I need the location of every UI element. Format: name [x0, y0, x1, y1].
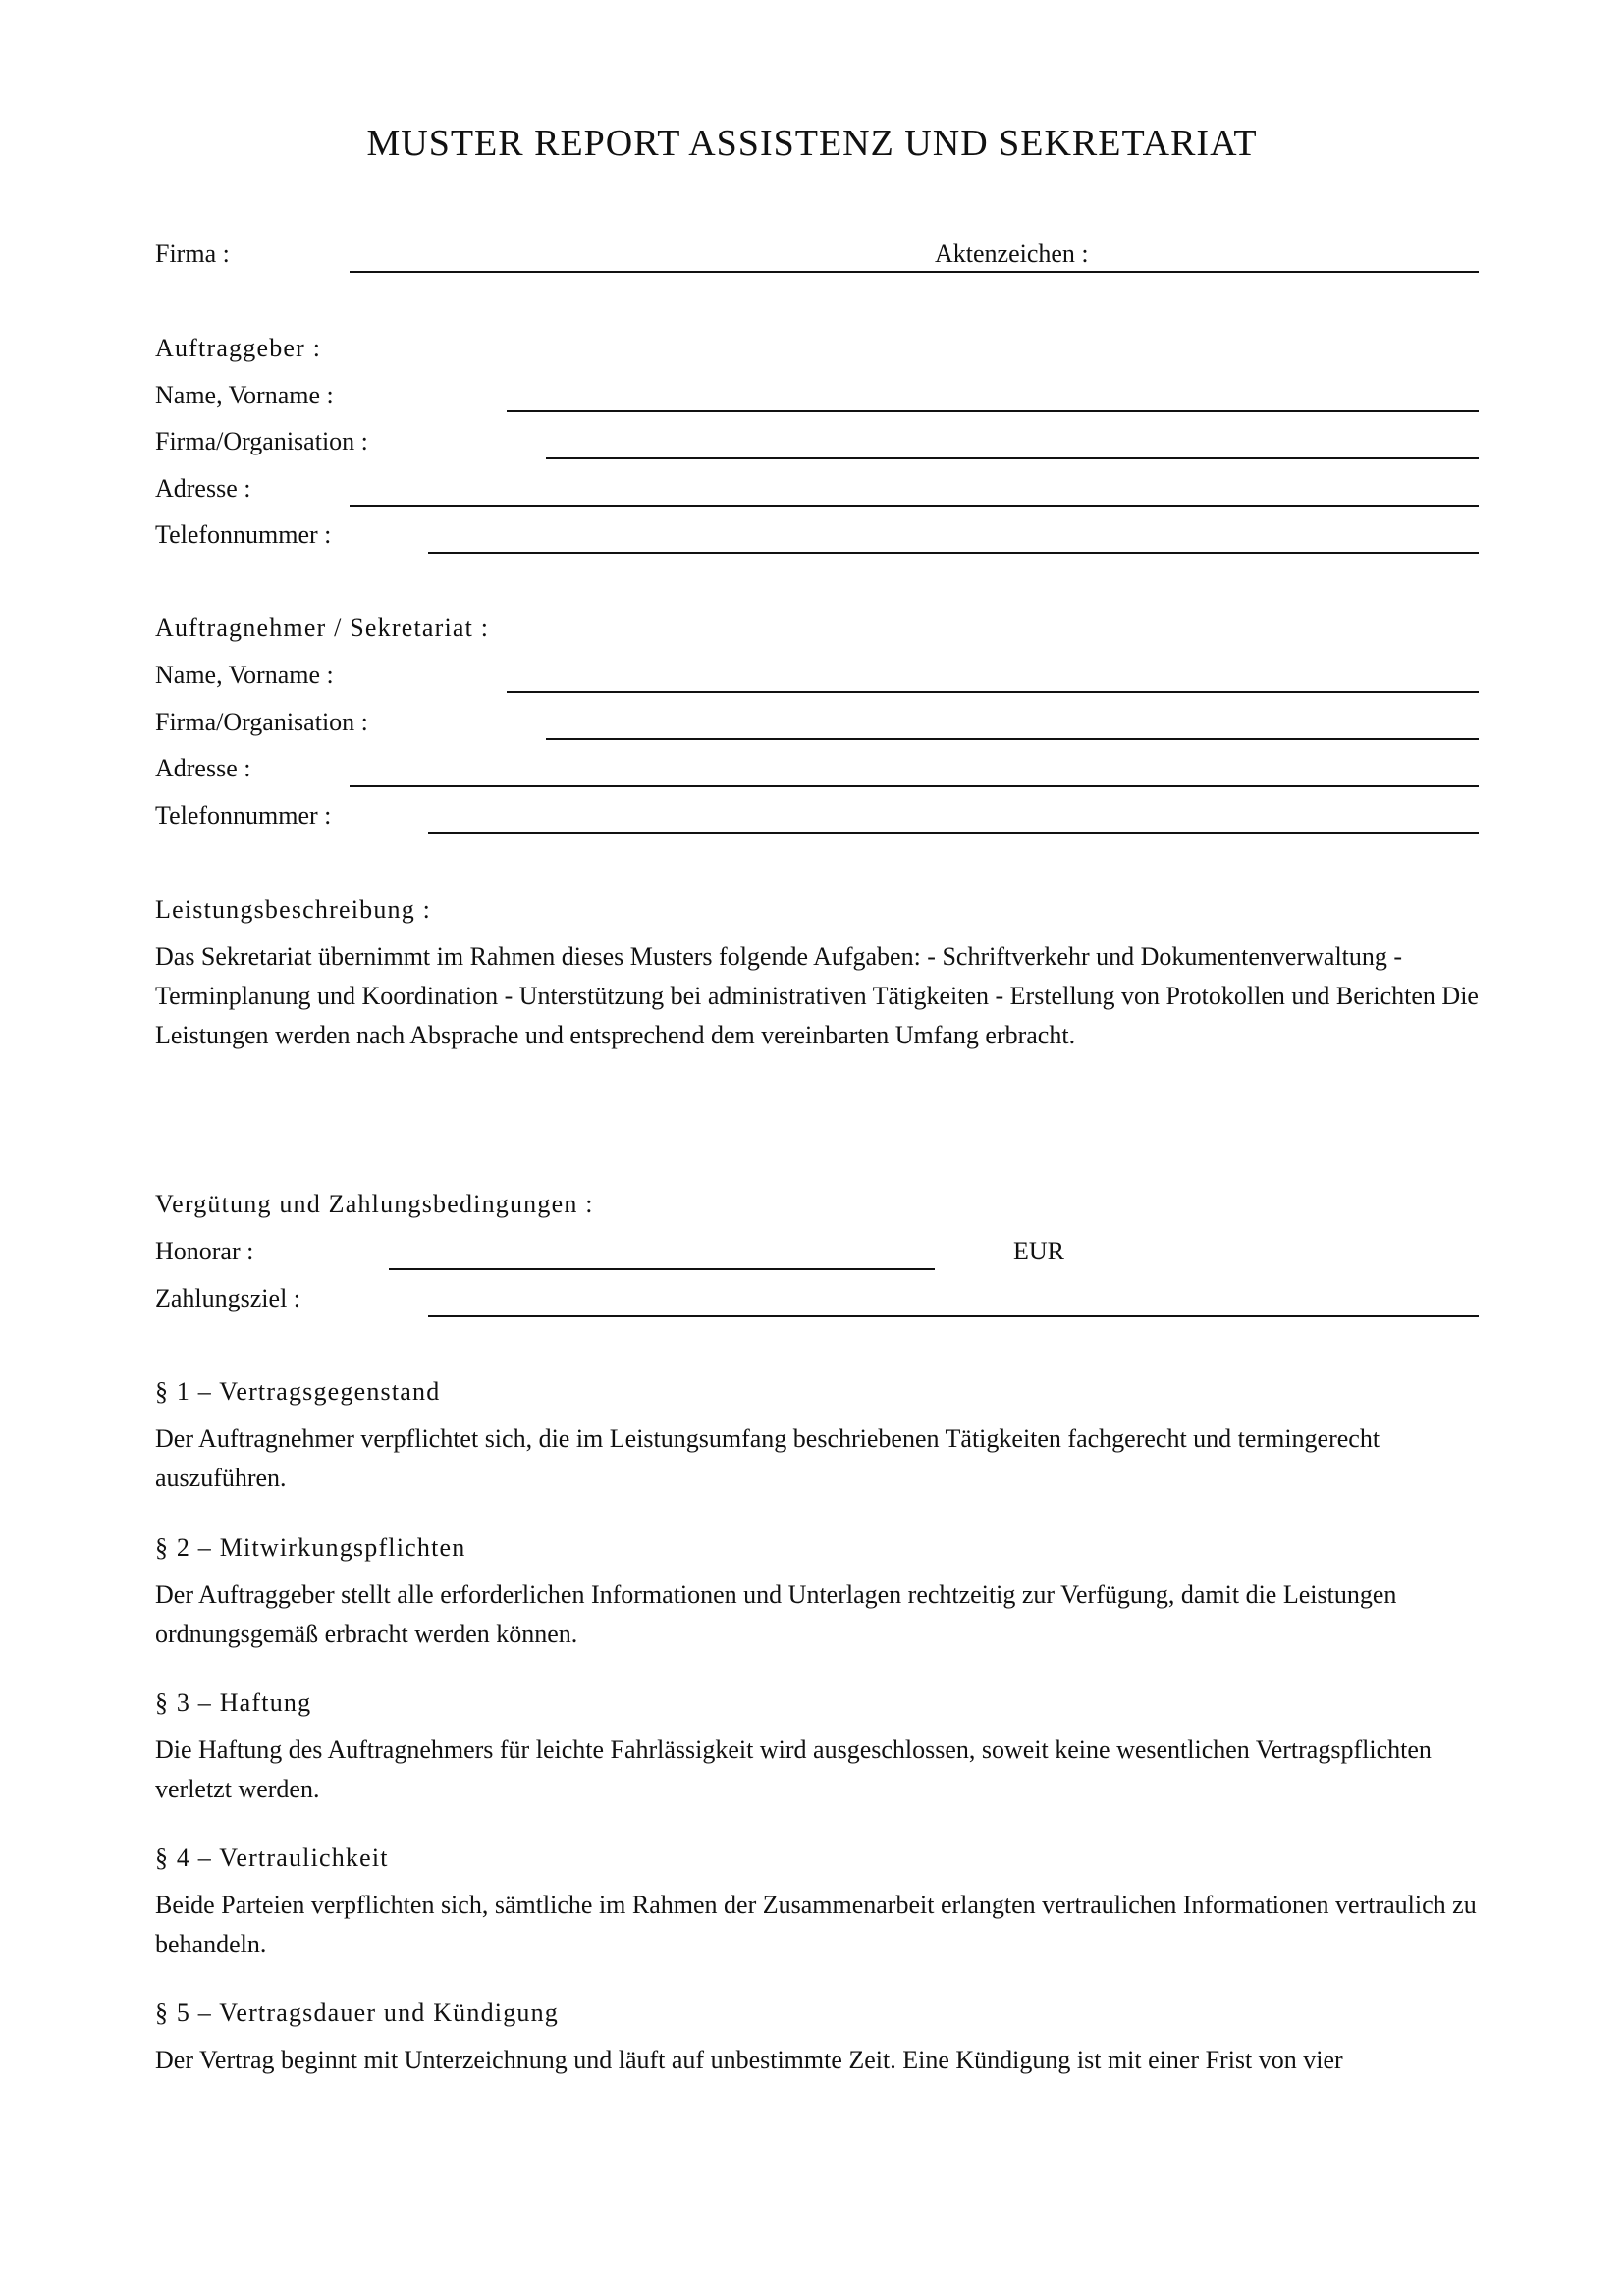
leistung-heading: Leistungsbeschreibung :: [155, 895, 432, 924]
auftraggeber-name-field[interactable]: [507, 410, 1479, 412]
zahlungsziel-field[interactable]: [428, 1315, 1479, 1317]
honorar-label: Honorar :: [155, 1237, 254, 1265]
auftragnehmer-phone-label: Telefonnummer :: [155, 801, 332, 829]
aktenzeichen-label: Aktenzeichen :: [935, 240, 1089, 268]
auftraggeber-heading: Auftraggeber :: [155, 334, 322, 362]
section-heading: § 5 – Vertragsdauer und Kündigung: [155, 1999, 560, 2027]
currency-label: EUR: [1013, 1237, 1064, 1265]
auftraggeber-phone-field[interactable]: [428, 552, 1479, 554]
auftraggeber-name-label: Name, Vorname :: [155, 381, 334, 409]
verguetung-heading: Vergütung und Zahlungsbedingungen :: [155, 1190, 594, 1218]
auftragnehmer-heading: Auftragnehmer / Sekretariat :: [155, 614, 490, 642]
firma-field-line[interactable]: [350, 271, 1479, 273]
document-title: MUSTER REPORT ASSISTENZ UND SEKRETARIAT: [366, 123, 1258, 164]
section-heading: § 1 – Vertragsgegenstand: [155, 1377, 441, 1406]
auftragnehmer-address-field[interactable]: [350, 785, 1479, 787]
section-heading: § 2 – Mitwirkungspflichten: [155, 1533, 466, 1562]
auftraggeber-address-label: Adresse :: [155, 474, 251, 503]
zahlungsziel-label: Zahlungsziel :: [155, 1284, 301, 1312]
auftragnehmer-address-label: Adresse :: [155, 754, 251, 782]
auftraggeber-phone-label: Telefonnummer :: [155, 520, 332, 549]
section-text: Die Haftung des Auftragnehmers für leichte Fahrlässigkeit wird ausgeschlossen, soweit keine wesentlichen Vertragspflichten verletzt werden.: [155, 1735, 1432, 1803]
auftragnehmer-name-field[interactable]: [507, 691, 1479, 693]
section-text: Beide Parteien verpflichten sich, sämtliche im Rahmen der Zusammenarbeit erlangten vertraulichen Informationen vertraulich zu behandeln.: [155, 1891, 1477, 1958]
firma-label: Firma :: [155, 240, 230, 268]
section-text: Der Auftraggeber stellt alle erforderlichen Informationen und Unterlagen rechtzeitig zur Verfügung, damit die Leistungen ordnungsgemäß erbracht werden können.: [155, 1580, 1397, 1648]
auftraggeber-address-field[interactable]: [350, 505, 1479, 507]
auftragnehmer-name-label: Name, Vorname :: [155, 661, 334, 689]
auftragnehmer-org-label: Firma/Organisation :: [155, 708, 368, 736]
auftragnehmer-phone-field[interactable]: [428, 832, 1479, 834]
section-heading: § 4 – Vertraulichkeit: [155, 1843, 389, 1872]
section-text: Der Auftragnehmer verpflichtet sich, die im Leistungsumfang beschriebenen Tätigkeiten fachgerecht und termingerecht auszuführen.: [155, 1424, 1380, 1492]
leistung-text: Das Sekretariat übernimmt im Rahmen dieses Musters folgende Aufgaben: - Schriftverkehr und Dokumentenverwaltung - Terminplanung und Koordination - Unterstützung bei administrativen Tätigkeiten - Erstellung von Protokollen und Berichten Die Leistungen werden nach Absprache und entsprechend dem vereinbarten Umfang erbracht.: [155, 942, 1479, 1049]
auftraggeber-org-field[interactable]: [546, 457, 1479, 459]
section-heading: § 3 – Haftung: [155, 1688, 312, 1717]
auftraggeber-org-label: Firma/Organisation :: [155, 427, 368, 455]
auftragnehmer-org-field[interactable]: [546, 738, 1479, 740]
section-text: Der Vertrag beginnt mit Unterzeichnung und läuft auf unbestimmte Zeit. Eine Kündigung ist mit einer Frist von vier: [155, 2046, 1343, 2074]
honorar-field[interactable]: [389, 1268, 935, 1270]
